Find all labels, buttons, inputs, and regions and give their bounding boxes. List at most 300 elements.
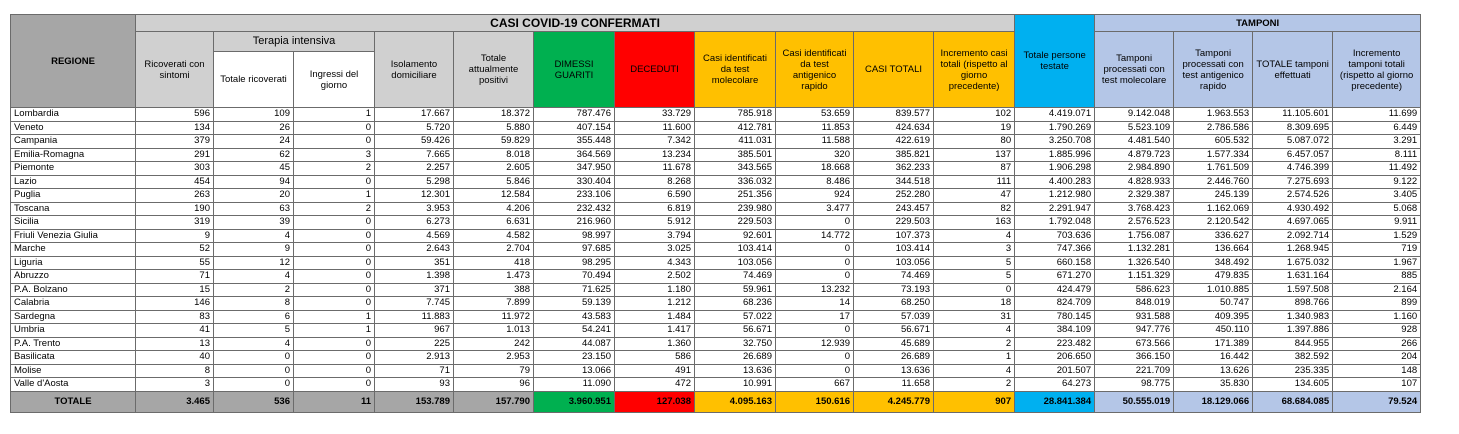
tamp-ant-header: Tamponi processati con test antigenico rapido (1174, 32, 1253, 108)
cell-incremento-tamp: 885 (1333, 270, 1421, 284)
cell-region-name: Basilicata (11, 351, 136, 365)
cell-region-name: Marche (11, 243, 136, 257)
cell-dimessi: 59.139 (534, 297, 615, 311)
cell-persone-testate: 703.636 (1015, 229, 1095, 243)
cell-region-name: Puglia (11, 189, 136, 203)
cell-persone-testate: 384.109 (1015, 324, 1095, 338)
cell-ti-totale: 9 (214, 243, 294, 257)
cell-dimessi: 233.106 (534, 189, 615, 203)
cell-tamp-totale: 235.335 (1253, 364, 1333, 378)
cell-casi-totali: 45.689 (854, 337, 934, 351)
cell-isolamento: 7.745 (375, 297, 454, 311)
table-row (11, 148, 1421, 162)
cell-region-name: Piemonte (11, 162, 136, 176)
cell-dimessi: 98.997 (534, 229, 615, 243)
cell-deceduti: 1.417 (615, 324, 695, 338)
cell-tamp-mol: 4.879.723 (1095, 148, 1174, 162)
cell-positivi: 1.473 (454, 270, 534, 284)
cell-isolamento: 2.913 (375, 351, 454, 365)
cell-ti-ingressi: 0 (294, 351, 375, 365)
cell-persone-testate: 424.479 (1015, 283, 1095, 297)
cell-tamp-totale: 2.092.714 (1253, 229, 1333, 243)
cell-tamp-mol: 673.566 (1095, 337, 1174, 351)
cell-positivi: 12.584 (454, 189, 534, 203)
cell-tamp-ant: 450.110 (1174, 324, 1253, 338)
cell-persone-testate: 824.709 (1015, 297, 1095, 311)
cell-casi-ant: 0 (776, 270, 854, 284)
cell-tamp-mol: 848.019 (1095, 297, 1174, 311)
cell-deceduti: 1.212 (615, 297, 695, 311)
cell-ti-totale: 4 (214, 229, 294, 243)
cell-casi-totali: 73.193 (854, 283, 934, 297)
cell-ti-ingressi: 1 (294, 324, 375, 338)
cell-ricoverati: 379 (136, 135, 214, 149)
cell-tamp-totale: 4.930.492 (1253, 202, 1333, 216)
total-positivi: 157.790 (454, 391, 534, 412)
cell-ricoverati: 83 (136, 310, 214, 324)
cell-positivi: 96 (454, 378, 534, 392)
cell-dimessi: 71.625 (534, 283, 615, 297)
cell-dimessi: 54.241 (534, 324, 615, 338)
cell-dimessi: 232.432 (534, 202, 615, 216)
cell-tamp-totale: 5.087.072 (1253, 135, 1333, 149)
cell-persone-testate: 64.273 (1015, 378, 1095, 392)
cell-tamp-ant: 605.532 (1174, 135, 1253, 149)
cell-ti-totale: 2 (214, 283, 294, 297)
cell-casi-mol: 103.414 (695, 243, 776, 257)
cell-deceduti: 3.025 (615, 243, 695, 257)
cell-tamp-mol: 4.828.933 (1095, 175, 1174, 189)
total-dimessi: 3.960.951 (534, 391, 615, 412)
cell-casi-mol: 251.356 (695, 189, 776, 203)
table-row (11, 175, 1421, 189)
cell-tamp-totale: 1.631.164 (1253, 270, 1333, 284)
cell-positivi: 2.953 (454, 351, 534, 365)
cell-ricoverati: 40 (136, 351, 214, 365)
cell-tamp-mol: 221.709 (1095, 364, 1174, 378)
total-tamp-ant: 18.129.066 (1174, 391, 1253, 412)
cell-tamp-totale: 4.746.399 (1253, 162, 1333, 176)
cell-tamp-totale: 134.605 (1253, 378, 1333, 392)
cell-deceduti: 11.678 (615, 162, 695, 176)
total-deceduti: 127.038 (615, 391, 695, 412)
cell-tamp-mol: 1.756.087 (1095, 229, 1174, 243)
cell-ti-totale: 0 (214, 364, 294, 378)
cell-ti-ingressi: 0 (294, 256, 375, 270)
cell-positivi: 79 (454, 364, 534, 378)
cell-incremento-tamp: 8.111 (1333, 148, 1421, 162)
cell-deceduti: 4.343 (615, 256, 695, 270)
cell-incremento-tamp: 11.699 (1333, 108, 1421, 122)
casi-totali-header: CASI TOTALI (854, 32, 934, 108)
cell-tamp-ant: 336.627 (1174, 229, 1253, 243)
cell-casi-ant: 3.477 (776, 202, 854, 216)
cell-region-name: Emilia-Romagna (11, 148, 136, 162)
cell-region-name: Campania (11, 135, 136, 149)
cell-ti-totale: 6 (214, 310, 294, 324)
cell-casi-ant: 0 (776, 364, 854, 378)
cell-incremento-tamp: 266 (1333, 337, 1421, 351)
cell-tamp-ant: 136.664 (1174, 243, 1253, 257)
cell-casi-mol: 412.781 (695, 121, 776, 135)
cell-persone-testate: 660.158 (1015, 256, 1095, 270)
table-row (11, 310, 1421, 324)
cell-incremento-tamp: 2.164 (1333, 283, 1421, 297)
cell-positivi: 418 (454, 256, 534, 270)
total-region-name: TOTALE (11, 391, 136, 412)
cell-incremento-casi: 18 (934, 297, 1015, 311)
cell-tamp-mol: 3.768.423 (1095, 202, 1174, 216)
incremento-tamp-header: Incremento tamponi totali (rispetto al giorno precedente) (1333, 32, 1421, 108)
cell-tamp-totale: 2.574.526 (1253, 189, 1333, 203)
tamp-mol-header: Tamponi processati con test molecolare (1095, 32, 1174, 108)
cell-positivi: 6.631 (454, 216, 534, 230)
cell-tamp-mol: 98.775 (1095, 378, 1174, 392)
cell-ricoverati: 319 (136, 216, 214, 230)
cell-isolamento: 93 (375, 378, 454, 392)
cell-tamp-ant: 50.747 (1174, 297, 1253, 311)
cell-isolamento: 2.643 (375, 243, 454, 257)
cell-tamp-mol: 366.150 (1095, 351, 1174, 365)
cell-ti-ingressi: 1 (294, 310, 375, 324)
cell-ricoverati: 263 (136, 189, 214, 203)
cell-tamp-mol: 9.142.048 (1095, 108, 1174, 122)
cell-casi-totali: 422.619 (854, 135, 934, 149)
cell-persone-testate: 3.250.708 (1015, 135, 1095, 149)
ti-totale-header: Totale ricoverati (214, 52, 294, 108)
cell-tamp-totale: 6.457.057 (1253, 148, 1333, 162)
cell-ti-ingressi: 2 (294, 202, 375, 216)
cell-isolamento: 59.426 (375, 135, 454, 149)
cell-casi-mol: 59.961 (695, 283, 776, 297)
cell-casi-mol: 336.032 (695, 175, 776, 189)
cell-tamp-totale: 1.675.032 (1253, 256, 1333, 270)
cell-ti-ingressi: 0 (294, 175, 375, 189)
cell-deceduti: 13.234 (615, 148, 695, 162)
cell-ti-ingressi: 0 (294, 270, 375, 284)
cell-ti-ingressi: 0 (294, 364, 375, 378)
cell-casi-ant: 0 (776, 216, 854, 230)
cell-persone-testate: 671.270 (1015, 270, 1095, 284)
cell-tamp-mol: 1.326.540 (1095, 256, 1174, 270)
total-tamp-mol: 50.555.019 (1095, 391, 1174, 412)
cell-region-name: Lombardia (11, 108, 136, 122)
tamponi-title: TAMPONI (1095, 15, 1421, 32)
cell-casi-ant: 11.853 (776, 121, 854, 135)
cell-ricoverati: 454 (136, 175, 214, 189)
cell-incremento-tamp: 5.068 (1333, 202, 1421, 216)
persone-testate-header: Totale persone testate (1015, 15, 1095, 108)
cell-casi-ant: 0 (776, 256, 854, 270)
table-row (11, 364, 1421, 378)
cell-dimessi: 43.583 (534, 310, 615, 324)
table-row (11, 243, 1421, 257)
cell-dimessi: 216.960 (534, 216, 615, 230)
cell-casi-totali: 13.636 (854, 364, 934, 378)
cell-persone-testate: 206.650 (1015, 351, 1095, 365)
ti-ingressi-header: Ingressi del giorno (294, 52, 375, 108)
cell-positivi: 2.704 (454, 243, 534, 257)
cell-positivi: 4.582 (454, 229, 534, 243)
cell-casi-ant: 0 (776, 324, 854, 338)
cell-region-name: P.A. Trento (11, 337, 136, 351)
cell-incremento-tamp: 9.911 (1333, 216, 1421, 230)
cell-ti-ingressi: 3 (294, 148, 375, 162)
cell-tamp-ant: 245.139 (1174, 189, 1253, 203)
cell-persone-testate: 2.291.947 (1015, 202, 1095, 216)
cell-casi-mol: 10.991 (695, 378, 776, 392)
cell-casi-mol: 239.980 (695, 202, 776, 216)
cell-region-name: Sardegna (11, 310, 136, 324)
cell-casi-mol: 785.918 (695, 108, 776, 122)
table-row (11, 202, 1421, 216)
cell-ti-totale: 0 (214, 378, 294, 392)
deceduti-header: DECEDUTI (615, 32, 695, 108)
cell-casi-ant: 320 (776, 148, 854, 162)
cell-ricoverati: 3 (136, 378, 214, 392)
cell-ricoverati: 291 (136, 148, 214, 162)
cell-casi-totali: 229.503 (854, 216, 934, 230)
cell-incremento-casi: 4 (934, 324, 1015, 338)
cell-ti-ingressi: 0 (294, 297, 375, 311)
cell-persone-testate: 201.507 (1015, 364, 1095, 378)
cell-casi-totali: 56.671 (854, 324, 934, 338)
cell-persone-testate: 1.792.048 (1015, 216, 1095, 230)
cell-isolamento: 5.298 (375, 175, 454, 189)
cell-ti-ingressi: 0 (294, 337, 375, 351)
cell-incremento-tamp: 6.449 (1333, 121, 1421, 135)
cell-dimessi: 364.569 (534, 148, 615, 162)
cell-ti-totale: 4 (214, 337, 294, 351)
cell-incremento-casi: 163 (934, 216, 1015, 230)
cell-casi-ant: 924 (776, 189, 854, 203)
cell-persone-testate: 747.366 (1015, 243, 1095, 257)
cell-ti-totale: 62 (214, 148, 294, 162)
cell-casi-totali: 243.457 (854, 202, 934, 216)
cell-incremento-tamp: 3.291 (1333, 135, 1421, 149)
cell-deceduti: 8.268 (615, 175, 695, 189)
cell-tamp-ant: 2.786.586 (1174, 121, 1253, 135)
table-row (11, 351, 1421, 365)
cell-incremento-casi: 47 (934, 189, 1015, 203)
cell-region-name: Molise (11, 364, 136, 378)
cell-incremento-casi: 19 (934, 121, 1015, 135)
cell-casi-ant: 12.939 (776, 337, 854, 351)
cell-tamp-totale: 1.597.508 (1253, 283, 1333, 297)
table-row (11, 297, 1421, 311)
cell-ti-ingressi: 0 (294, 243, 375, 257)
cell-ricoverati: 9 (136, 229, 214, 243)
cell-ti-ingressi: 1 (294, 108, 375, 122)
cell-tamp-mol: 2.984.890 (1095, 162, 1174, 176)
cell-casi-mol: 57.022 (695, 310, 776, 324)
cell-region-name: P.A. Bolzano (11, 283, 136, 297)
cell-ti-totale: 63 (214, 202, 294, 216)
cell-ricoverati: 52 (136, 243, 214, 257)
cell-incremento-casi: 1 (934, 351, 1015, 365)
cell-ti-totale: 0 (214, 351, 294, 365)
ricoverati-header: Ricoverati con sintomi (136, 32, 214, 108)
cell-dimessi: 347.950 (534, 162, 615, 176)
cell-positivi: 5.880 (454, 121, 534, 135)
table-row (11, 256, 1421, 270)
cell-isolamento: 351 (375, 256, 454, 270)
cell-ricoverati: 596 (136, 108, 214, 122)
cell-incremento-casi: 0 (934, 283, 1015, 297)
positivi-header: Totale attualmente positivi (454, 32, 534, 108)
cell-deceduti: 33.729 (615, 108, 695, 122)
cell-tamp-totale: 7.275.693 (1253, 175, 1333, 189)
cell-positivi: 8.018 (454, 148, 534, 162)
cell-region-name: Lazio (11, 175, 136, 189)
cell-incremento-tamp: 148 (1333, 364, 1421, 378)
cell-tamp-totale: 382.592 (1253, 351, 1333, 365)
cell-dimessi: 787.476 (534, 108, 615, 122)
cell-incremento-casi: 82 (934, 202, 1015, 216)
cell-casi-totali: 57.039 (854, 310, 934, 324)
cell-incremento-tamp: 3.405 (1333, 189, 1421, 203)
cell-ricoverati: 55 (136, 256, 214, 270)
cell-casi-ant: 11.588 (776, 135, 854, 149)
cell-casi-mol: 92.601 (695, 229, 776, 243)
cell-ti-ingressi: 0 (294, 283, 375, 297)
cell-positivi: 242 (454, 337, 534, 351)
cell-tamp-ant: 1.162.069 (1174, 202, 1253, 216)
cell-tamp-ant: 16.442 (1174, 351, 1253, 365)
cell-dimessi: 11.090 (534, 378, 615, 392)
table-row (11, 121, 1421, 135)
cell-ti-ingressi: 0 (294, 229, 375, 243)
table-row (11, 108, 1421, 122)
cell-deceduti: 6.590 (615, 189, 695, 203)
table-row (11, 270, 1421, 284)
cell-casi-mol: 32.750 (695, 337, 776, 351)
cell-casi-totali: 74.469 (854, 270, 934, 284)
cell-region-name: Valle d'Aosta (11, 378, 136, 392)
cell-incremento-casi: 137 (934, 148, 1015, 162)
cell-tamp-ant: 1.963.553 (1174, 108, 1253, 122)
cell-incremento-casi: 2 (934, 337, 1015, 351)
cell-incremento-tamp: 928 (1333, 324, 1421, 338)
cell-casi-mol: 13.636 (695, 364, 776, 378)
cell-tamp-totale: 11.105.601 (1253, 108, 1333, 122)
cell-casi-totali: 107.373 (854, 229, 934, 243)
cell-ricoverati: 71 (136, 270, 214, 284)
cell-deceduti: 6.819 (615, 202, 695, 216)
cell-dimessi: 44.087 (534, 337, 615, 351)
cell-tamp-totale: 8.309.695 (1253, 121, 1333, 135)
total-ti-ingressi: 11 (294, 391, 375, 412)
table-row (11, 189, 1421, 203)
cell-tamp-ant: 1.761.509 (1174, 162, 1253, 176)
cell-tamp-mol: 5.523.109 (1095, 121, 1174, 135)
cell-ti-totale: 24 (214, 135, 294, 149)
cell-casi-ant: 0 (776, 351, 854, 365)
cell-casi-mol: 103.056 (695, 256, 776, 270)
cell-casi-mol: 411.031 (695, 135, 776, 149)
cell-casi-totali: 26.689 (854, 351, 934, 365)
cell-persone-testate: 223.482 (1015, 337, 1095, 351)
cell-incremento-casi: 111 (934, 175, 1015, 189)
cell-ti-ingressi: 0 (294, 378, 375, 392)
cell-tamp-ant: 2.120.542 (1174, 216, 1253, 230)
cell-ti-totale: 4 (214, 270, 294, 284)
cell-isolamento: 6.273 (375, 216, 454, 230)
covid-table (10, 14, 1421, 413)
cell-ti-ingressi: 1 (294, 189, 375, 203)
cell-incremento-tamp: 899 (1333, 297, 1421, 311)
cell-region-name: Liguria (11, 256, 136, 270)
table-row (11, 324, 1421, 338)
cell-ricoverati: 41 (136, 324, 214, 338)
cell-ti-ingressi: 2 (294, 162, 375, 176)
cell-casi-mol: 74.469 (695, 270, 776, 284)
cell-incremento-tamp: 1.160 (1333, 310, 1421, 324)
cell-ti-totale: 26 (214, 121, 294, 135)
isolamento-header: Isolamento domiciliare (375, 32, 454, 108)
total-casi-totali: 4.245.779 (854, 391, 934, 412)
cell-persone-testate: 1.906.298 (1015, 162, 1095, 176)
region-header: REGIONE (11, 15, 136, 108)
table-row (11, 337, 1421, 351)
cell-casi-mol: 26.689 (695, 351, 776, 365)
cell-incremento-tamp: 1.529 (1333, 229, 1421, 243)
cell-casi-ant: 53.659 (776, 108, 854, 122)
cell-isolamento: 371 (375, 283, 454, 297)
cell-positivi: 1.013 (454, 324, 534, 338)
casi-mol-header: Casi identificati da test molecolare (695, 32, 776, 108)
cell-positivi: 4.206 (454, 202, 534, 216)
cell-deceduti: 2.502 (615, 270, 695, 284)
cell-isolamento: 17.667 (375, 108, 454, 122)
cell-tamp-mol: 1.151.329 (1095, 270, 1174, 284)
cell-deceduti: 491 (615, 364, 695, 378)
cell-ti-totale: 45 (214, 162, 294, 176)
cell-tamp-ant: 1.010.885 (1174, 283, 1253, 297)
incremento-casi-header: Incremento casi totali (rispetto al giorno precedente) (934, 32, 1015, 108)
terapia-header: Terapia intensiva (214, 32, 375, 52)
cell-incremento-casi: 4 (934, 229, 1015, 243)
cell-deceduti: 3.794 (615, 229, 695, 243)
cell-incremento-tamp: 204 (1333, 351, 1421, 365)
cell-casi-mol: 343.565 (695, 162, 776, 176)
cell-tamp-ant: 2.446.760 (1174, 175, 1253, 189)
cell-incremento-casi: 5 (934, 270, 1015, 284)
cell-ti-ingressi: 0 (294, 121, 375, 135)
total-ricoverati: 3.465 (136, 391, 214, 412)
cell-tamp-totale: 4.697.065 (1253, 216, 1333, 230)
cell-casi-totali: 362.233 (854, 162, 934, 176)
cell-ti-totale: 20 (214, 189, 294, 203)
table-row (11, 229, 1421, 243)
cell-incremento-casi: 102 (934, 108, 1015, 122)
cell-casi-ant: 14.772 (776, 229, 854, 243)
cell-persone-testate: 1.885.996 (1015, 148, 1095, 162)
cell-region-name: Sicilia (11, 216, 136, 230)
cell-region-name: Veneto (11, 121, 136, 135)
cell-tamp-mol: 947.776 (1095, 324, 1174, 338)
cell-positivi: 11.972 (454, 310, 534, 324)
cell-casi-mol: 229.503 (695, 216, 776, 230)
cell-tamp-totale: 898.766 (1253, 297, 1333, 311)
total-persone-testate: 28.841.384 (1015, 391, 1095, 412)
total-casi-mol: 4.095.163 (695, 391, 776, 412)
cell-tamp-ant: 479.835 (1174, 270, 1253, 284)
cell-casi-totali: 252.280 (854, 189, 934, 203)
cell-isolamento: 12.301 (375, 189, 454, 203)
cell-dimessi: 70.494 (534, 270, 615, 284)
cell-casi-totali: 68.250 (854, 297, 934, 311)
